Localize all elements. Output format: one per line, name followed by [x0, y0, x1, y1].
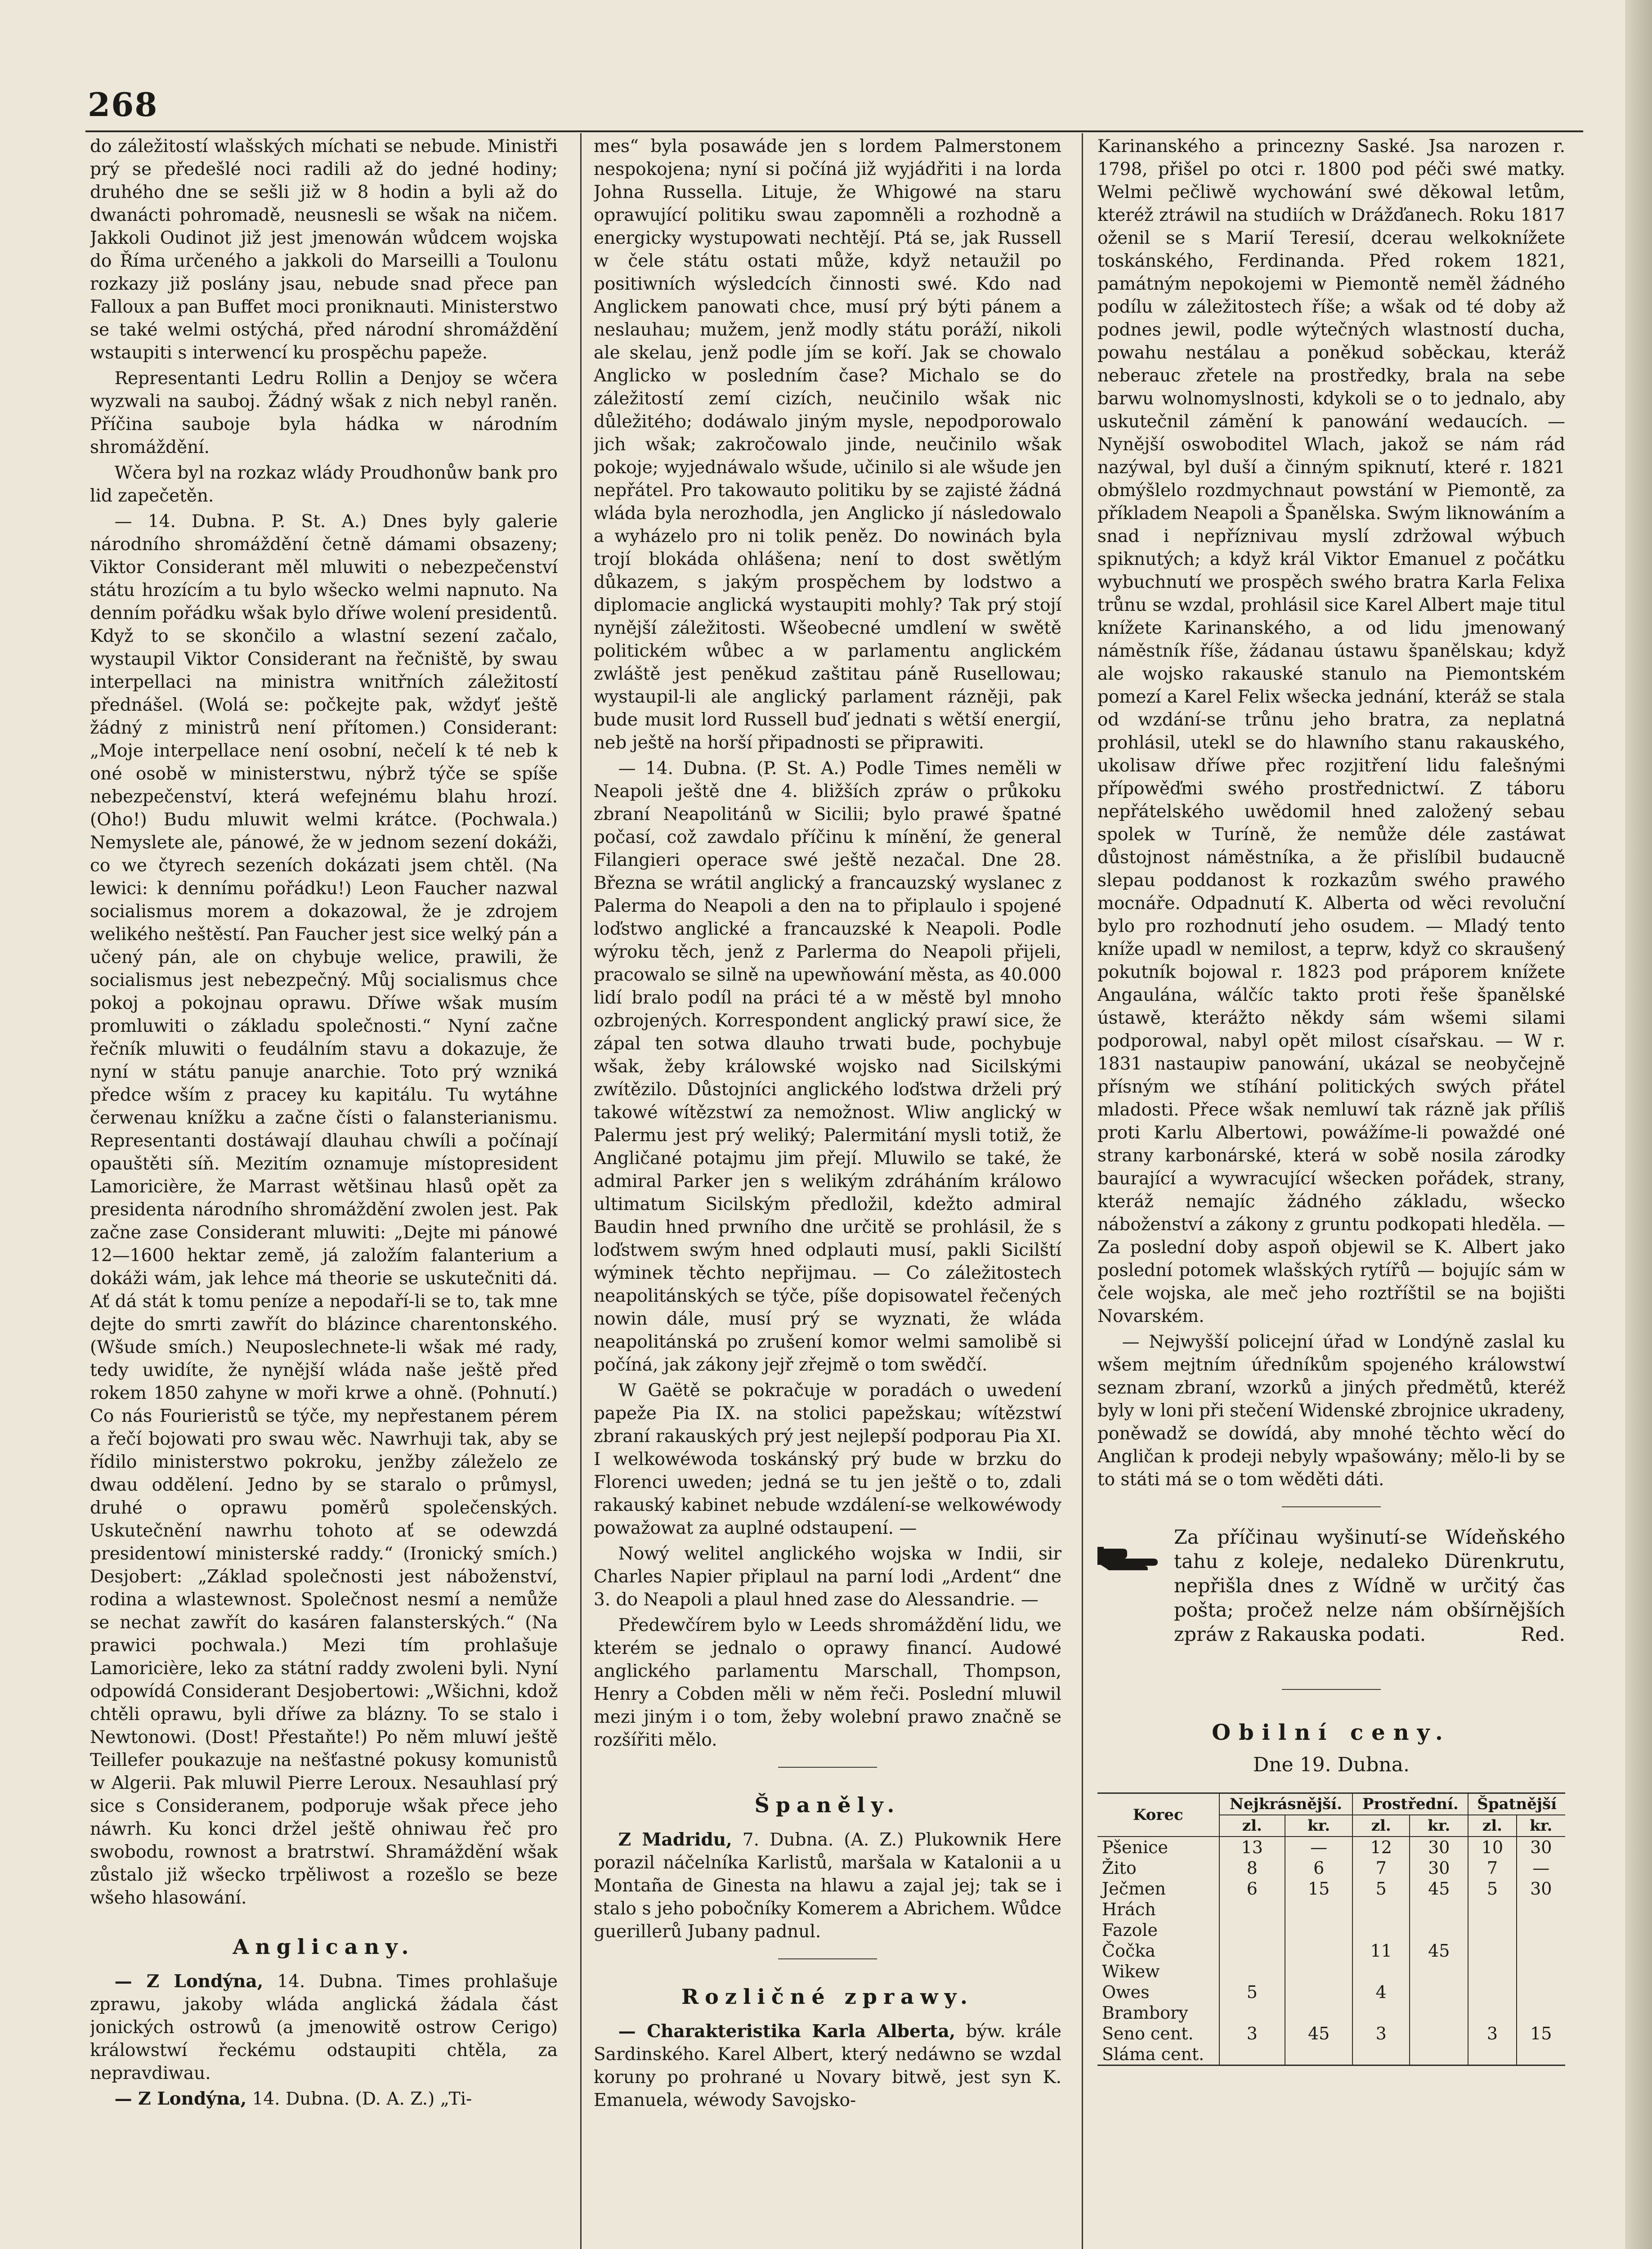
grain-name: Wikew	[1097, 1961, 1219, 1982]
article-paragraph: do záležitostí wlašských míchati se nebude. Ministři prý se předešlé noci radili až do jedné hodiny; druhého dne se sešli již w 8 hodin a byli až do dwanácti pohromadě, neusnesli se wšak na ničem. Jakkoli Oudinot již jest jmenowán wůdcem wojska do Říma určeného a jakkoli do Marseilli a Toulonu rozkazy již poslány jsau, nebude snad přece pan Falloux a pan Buffet moci proniknauti. Ministerstwo se také welmi ostýchá, před národní shromáždění wstaupiti s interwencí ku prospěchu papeže.	[90, 136, 558, 363]
table-header: Prostřední.	[1352, 1793, 1468, 1815]
price-cell	[1285, 1961, 1352, 1982]
table-row	[1097, 1878, 1565, 1899]
table-row	[1097, 1940, 1565, 1961]
table-unit-header: zl.	[1219, 1815, 1285, 1837]
separator-rule	[778, 1767, 877, 1768]
price-cell: 45	[1410, 1940, 1468, 1961]
article-paragraph	[594, 1828, 1061, 1943]
paper-edge	[1625, 0, 1652, 2249]
price-cell: 11	[1352, 1940, 1410, 1961]
grain-name: Pšenice	[1097, 1837, 1219, 1858]
table-unit-header: kr.	[1517, 1815, 1565, 1837]
prices-heading: Obilní ceny.	[1212, 1720, 1451, 1745]
price-cell	[1517, 2003, 1565, 2023]
dateline: — Z Londýna,	[114, 2088, 247, 2109]
dateline: Z Madridu,	[618, 1829, 732, 1850]
price-cell	[1219, 2044, 1285, 2065]
table-row	[1097, 2023, 1565, 2044]
price-cell: 5	[1468, 1878, 1516, 1899]
price-cell: 5	[1352, 1878, 1410, 1899]
article-text: 7. Dubna. (A. Z.) Plukownik Here porazil náčelníka Karlistů, maršala w Katalonii a u Montaña de Ginesta na hlawu a zajal jej; tak se i stalo s jeho pobočníky Komerem a Abrichem. Wůdce guerillerů Jubany padnul.	[594, 1830, 1061, 1942]
table-unit-header: zl.	[1468, 1815, 1516, 1837]
price-cell: 7	[1468, 1858, 1516, 1878]
price-cell: 30	[1410, 1837, 1468, 1858]
price-cell: 3	[1468, 2023, 1516, 2044]
price-cell: 7	[1352, 1858, 1410, 1878]
article-paragraph	[90, 1970, 558, 2085]
table-unit-header: kr.	[1410, 1815, 1468, 1837]
price-cell	[1410, 2044, 1468, 2065]
price-cell	[1285, 1920, 1352, 1940]
table-row	[1097, 1982, 1565, 2003]
grain-name: Čočka	[1097, 1940, 1219, 1961]
price-cell: 45	[1410, 1878, 1468, 1899]
article-paragraph	[90, 2088, 558, 2110]
price-cell	[1468, 1940, 1516, 1961]
price-cell	[1468, 2044, 1516, 2065]
grain-name: Žito	[1097, 1858, 1219, 1878]
price-cell: 30	[1530, 1879, 1552, 1899]
article-text: 14. Dubna. Times prohlašuje zprawu, jakoby wláda anglická žádala část jonických ostrowů (a jmenowitě ostrow Cerigo) králowstwí řeckému odstaupiti chtěla, za nepravdiwau.	[90, 1971, 558, 2083]
price-cell	[1219, 1961, 1285, 1982]
table-unit-header: kr.	[1285, 1815, 1352, 1837]
article-text: býw. krále Sardinského. Karel Albert, který nedáwno se wzdal koruny po prohrané u Novary bitwě, jest syn K. Emanuela, wéwody Savojsko-	[594, 2021, 1061, 2110]
separator-rule	[778, 1958, 877, 1959]
price-cell: 30	[1530, 1837, 1552, 1857]
table-header: Špatnější	[1468, 1793, 1565, 1815]
article-paragraph: — 14. Dubna. P. St. A.) Dnes byly galerie národního shromáždění četně dámami obsazeny; Viktor Considerant měl mluwiti o nebezpečenství státu hrozícím a tu bylo wšecko welmi napnuto. Na denním pořádku wšak bylo dříwe wolení presidentů. Když to se skončilo a wlastní sezení začalo, wystaupil Viktor Considerant na řečniště, by swau interpellaci na ministra wnitřních záležitostí přednášel. (Wolá se: počkejte pak, wždyť ještě žádný z ministrů není přítomen.) Considerant: „Moje interpellace není osobní, nečelí k té neb k oné osobě w ministerstwu, nýbrž týče se spíše nebezpečenství, která wefejnému blahu hrozí. (Oho!) Budu mluwit welmi krátce. (Pochwala.) Nemyslete ale, pánowé, že w jednom sezení dokáži, co we čtyrech sezeních dokázati jsem chtěl. (Na lewici: k dennímu pořádku!) Leon Faucher nazwal socialismus morem a dokazowal, že je zdrojem welikého neštěstí. Pan Faucher jest sice welký pán a učený pán, ale on chybuje welice, prawili, že socialismus jest nebezpečný. Můj socialismus chce pokoj a pokojnau oprawu. Dříwe wšak musím promluwiti o základu společnosti.“ Nyní začne řečník mluwiti o feudálním stavu a dokazuje, že nyní w státu panuje anarchie. Toto prý wzniká předce wším z pracey ku kapitálu. Tu wytáhne čerwenau knížku a začne čísti o falansterianismu. Representanti dostáwají dlauhau chwíli a počínají opauštěti síň. Mezitím oznamuje místopresident Lamoricière, že Marrast wětšinau hlasů opět za presidenta národního shromáždění zwolen jest. Pak začne zase Considerant mluwiti: „Dejte mi pánowé 12—1600 hektar země, já založím falanterium a dokáži wám, jak lehce má theorie se uskutečniti dá. Ať dá stát k tomu peníze a nepodaří-li se to, tak mne dejte do smrti zawřít do blázince charentonského. (Wšude smích.) Neuposlechnete-li wšak mé rady, tedy uwidíte, že nynější wláda naše ještě před rokem 1850 zahyne w moři krwe a ohně. (Pohnutí.) Co nás Fourieristů se týče, my nepřestanem pérem a řečí bojowati pro swau wěc. Nawrhuji tak, aby se řídilo ministerstwo pokroku, jenžby záleželo ze dwau oddělení. Jedno by se staralo o průmysl, druhé o oprawu poměrů společenských. Uskutečnění nawrhu tohoto ať se odewzdá presidentowí ministerské raddy.“ (Ironický smích.) Desjobert: „Základ společnosti jest náboženství, rodina a wlastewnost. Společnost nesmí a nemůže se nechat zawřít do kasáren falansterských.“ (Na prawici pochwala.) Mezi tím prohlašuje Lamoricière, leko za státní raddy zwoleni byli. Nyní odpowídá Considerant Desjobertowi: „Wšichni, kdož chtěli oprawu, byli dříwe za blázny. To se stalo i Newtonowi. (Dost! Přestaňte!) Po něm mluwí ještě Teillefer poukazuje na nešťastné pokusy komunistů w Algerii. Pak mluwil Pierre Leroux. Nesauhlasí prý sice s Consideranem, podporuje wšak přece jeho náwrh. Ku konci držel ještě ohniwau řeč pro swobodu, rownost a bratrstwí. Shramáždění wšak zůstalo již wšecko trpěliwost a rozešlo se beze wšeho hlasowání.	[90, 511, 558, 1908]
column-1	[90, 135, 558, 2249]
price-cell: 8	[1219, 1858, 1285, 1878]
article-paragraph: W Gaëtě se pokračuje w poradách o uwedení papeže Pia IX. na stolici papežskau; wítězstwí zbraní rakauských prý jest nejlepší podporau Pia XI. I welkowéwoda toskánský prý bude w brzku do Florenci uweden; jedná se tu jen ještě o to, zdali rakauský kabinet nebude wzdálení-se welkowéwody powažowat za auplné odstaupení. —	[594, 1380, 1061, 1538]
table-row	[1097, 1920, 1565, 1940]
price-cell	[1468, 1961, 1516, 1982]
section-heading: Španěly.	[754, 1793, 901, 1817]
notice-text: Za příčinau wyšinutí-se Wídeňského tahu z koleje, nedaleko Dürenkrutu, nepřišla dnes z Wídně w určitý čas pošta; pročež nelze nám obšírnějších zpráw z Rakauska podati.	[1174, 1526, 1565, 1646]
grain-name: Hrách	[1097, 1899, 1219, 1920]
price-cell: 6	[1285, 1858, 1352, 1878]
grain-name: Sláma cent.	[1097, 2044, 1219, 2065]
pointing-hand-icon	[1097, 1539, 1165, 1570]
article-paragraph: Nowý welitel anglického wojska w Indii, sir Charles Napier připlaul na parní lodi „Ardent“ dne 3. do Neapoli a plaul hned zase do Alessandrie. —	[594, 1544, 1061, 1610]
page-number: 268	[88, 85, 158, 124]
price-cell: 45	[1285, 2023, 1352, 2044]
column-divider	[1082, 133, 1083, 2249]
column-3	[1097, 135, 1565, 2249]
separator-rule	[1282, 1689, 1381, 1690]
price-cell	[1468, 1920, 1516, 1940]
grain-prices-table	[1097, 1792, 1565, 2066]
article-paragraph	[594, 2020, 1061, 2112]
price-cell	[1219, 1920, 1285, 1940]
article-paragraph: — Nejwyšší policejní úřad w Londýně zaslal ku wšem mejtním úředníkům spojeného králowstwí seznam zbraní, wzorků a jiných předmětů, kteréž byly w loni při stečení Widenské zbrojnice ukradeny, poněwadž se dowídá, aby mnohé těchto wěcí do Angličan k prodeji nebyly wpašowány; mělo-li by se to státi má se o tom wěděti dáti.	[1097, 1332, 1565, 1490]
price-cell	[1468, 1899, 1516, 1920]
price-cell: 10	[1468, 1837, 1516, 1858]
price-cell: 5	[1219, 1982, 1285, 2003]
price-cell	[1468, 1982, 1516, 2003]
prices-date: Dne 19. Dubna.	[1253, 1753, 1410, 1776]
table-row	[1097, 1961, 1565, 1982]
price-cell	[1410, 1982, 1468, 2003]
price-cell	[1517, 1940, 1565, 1961]
article-paragraph: Representanti Ledru Rollin a Denjoy se wčera wyzwali na sauboj. Žádný wšak z nich nebyl raněn. Příčina sauboje byla hádka w národním shromáždění.	[90, 368, 558, 457]
table-header: Nejkrásnější.	[1219, 1793, 1353, 1815]
price-cell	[1285, 1982, 1352, 2003]
notice-signature: Red.	[1520, 1623, 1565, 1646]
price-cell: 4	[1352, 1982, 1410, 2003]
table-row	[1097, 2003, 1565, 2023]
price-cell: 15	[1285, 1878, 1352, 1899]
dateline: — Charakteristika Karla Alberta,	[618, 2021, 956, 2042]
price-cell: 3	[1352, 2023, 1410, 2044]
price-cell	[1219, 2003, 1285, 2023]
price-cell	[1352, 2044, 1410, 2065]
price-cell	[1285, 1899, 1352, 1920]
article-text: 14. Dubna. (D. A. Z.) „Ti-	[246, 2089, 472, 2109]
price-cell	[1517, 1920, 1565, 1940]
price-cell	[1219, 1899, 1285, 1920]
article-paragraph: Předewčírem bylo w Leeds shromáždění lidu, we kterém se jednalo o oprawy financí. Audowé anglického parlamentu Marschall, Thompson, Henry a Cobden měli w něm řeči. Poslední mluwil mezi jiným i o tom, žeby wolební prawo značně se rozšířiti mělo.	[594, 1615, 1061, 1750]
editor-notice	[1097, 1525, 1565, 1674]
table-row	[1097, 1899, 1565, 1920]
price-cell: 13	[1219, 1837, 1285, 1858]
table-unit-header: zl.	[1352, 1815, 1410, 1837]
table-row	[1097, 2044, 1565, 2065]
price-cell	[1410, 2003, 1468, 2023]
price-cell: 12	[1352, 1837, 1410, 1858]
price-cell: —	[1532, 1858, 1550, 1878]
column-2	[594, 135, 1061, 2249]
price-cell	[1219, 1940, 1285, 1961]
price-cell: 3	[1219, 2023, 1285, 2044]
price-cell	[1410, 2023, 1468, 2044]
price-cell	[1352, 2003, 1410, 2023]
price-cell	[1285, 2044, 1352, 2065]
price-cell: 30	[1410, 1858, 1468, 1878]
price-cell	[1410, 1961, 1468, 1982]
grain-name: Seno cent.	[1097, 2023, 1219, 2044]
table-row	[1097, 1837, 1565, 1858]
section-heading: Rozličné zprawy.	[681, 1985, 974, 2009]
section-heading: Anglicany.	[233, 1935, 415, 1959]
price-cell	[1410, 1899, 1468, 1920]
price-cell	[1410, 1920, 1468, 1940]
dateline: — Z Londýna,	[114, 1971, 264, 1992]
price-cell: —	[1285, 1837, 1352, 1858]
grain-name: Ječmen	[1097, 1878, 1219, 1899]
price-cell	[1352, 1899, 1410, 1920]
price-cell: 6	[1219, 1878, 1285, 1899]
column-divider	[580, 133, 582, 2249]
article-paragraph: Karinanského a princezny Saské. Jsa narozen r. 1798, přišel po otci r. 1800 pod péči swé matky. Welmi pečliwě wychowání swé děkowal letům, kteréž ztráwil na studiích w Drážďanech. Roku 1817 oženil se s Marií Teresií, dcerau welkoknížete toskánského, Ferdinanda. Před rokem 1821, památným nepokojemi w Piemontě neměl žádného podílu w záležitostech říše; a wšak od té doby až podnes jewil, podle wýtečných wlastností ducha, powahu nestálau a poněkud soběckau, kteráž neberauc zřetele na prostředky, brala na sebe barwu wolnomyslnosti, kdykoli se o to jednalo, aby uskutečnil zámění k panowání wedaucích. — Nynější oswoboditel Wlach, jakož se nám rád nazýwal, byl duší a činným spiknutí, které r. 1821 obmýšlelo rozdmychnaut powstání w Piemontě, za příkladem Neapoli a Španělska. Swým liknowáním a snad i nepříznivau myslí zdržowal wýbuch spiknutých; a když král Viktor Emanuel z počátku wybuchnutí we prospěch swého bratra Karla Felixa trůnu se wzdal, prohlásil sice Karel Albert maje titul knížete Karinanského, a od lidu jmenowaný náměstník říše, žádanau ústawu španělskau; když ale wojsko rakauské stanulo na Piemontském pomezí a Karel Felix wšecka jednání, kteráž se stala od wzdání-se trůnu jeho bratra, za neplatná prohlásil, utekl se do hlawního stanu rakauského, ukolisaw dříwe přec rozjitření lidu falešnými přípowěďmi swého prostřednictwí. Z táboru nepřátelského uwědomil hned založený sebau spolek w Turíně, že nemůže déle zastáwat důstojnost náměstníka, a že přislíbil budaucně slepau poddanost k rozkazům swého prawého mocnáře. Odpadnutí K. Alberta od wěci revoluční bylo pro rozhodnutí jeho osudem. — Mladý tento kníže upadl w nemilost, a teprw, když co skraušený pokutník bojowal r. 1823 pod práporem knížete Angaulána, wálčíc takto proti řeše španělské ústawě, kterážto někdy sám wšemi silami podporowal, nabyl opět milost císařskau. — W r. 1831 nastaupiw panowání, ukázal se neobyčejně přísným we stíhání politických swých přátel mladosti. Přece wšak nemluwí tak rázně jak příliš proti Karlu Albertowi, powážíme-li powaždé oné strany karbonárské, která w sobě nosila zárodky baurající a wywracující wšecken pořádek, strany, kteráž nemajíc žádného základu, wšecko náboženství a zákony z gruntu podkopati hleděla. — Za poslední doby aspoň objewil se K. Albert jako poslední potomek wlašských rytířů — bojujíc sám w čele wojska, ale meč jeho roztříštil se na bojišti Novarském.	[1097, 136, 1565, 1326]
price-cell	[1468, 2003, 1516, 2023]
article-paragraph: mes“ byla posawáde jen s lordem Palmerstonem nespokojena; nyní si počíná již wyjádřiti i na lorda Johna Russella. Lituje, že Whigowé na staru oprawující politiku swau zapomněli a rozhodně a energicky wystupowati nechtějí. Ptá se, jak Russell w čele státu ostati může, když netaužil po positiwních wýsledcích činnosti swé. Kdo nad Anglickem panowati chce, musí prý býti pánem a neslauhau; mužem, jenž modly státu poráží, nikoli ale skelau, jenž podle jím se koří. Jak se chowalo Anglicko w posledním čase? Michalo se do záležitostí zemí cizích, neučinilo wšak nic důležitého; dodáwalo jiným mysle, nepodporowalo jich wšak; zakročowalo jinde, neučinilo wšak pokoje; wyjednáwalo wšude, učinilo si ale wšude jen nepřátel. Pro takowauto politiku by se zajisté žádná wláda byla nerozhodla, jen Anglicko jí následowalo a wyházelo pro ni tolik peněz. Do nowinách byla trojí blokáda ohlášena; není to dost swětlým důkazem, s jakým prospěchem by lodstwo a diplomacie anglická wystaupiti mohly? Tak prý stojí nynější záležitosti. Wšeobecné umdlení w swětě politickém wůbec a w parlamentu anglickém zwláště jest peněkud zaštitau páně Rusellowau; wystaupil-li ale anglický parlament rázněji, pak bude musit lord Russell buď jednati s wětší energií, neb ještě na horší připadnosti se připrawiti.	[594, 136, 1061, 753]
article-paragraph: — 14. Dubna. (P. St. A.) Podle Times neměli w Neapoli ještě dne 4. bližších zpráw o průkoku zbraní Neapolitánů w Sicilii; bylo prawé špatné počasí, což zawdalo příčinu k mínění, že general Filangieri operace swé ještě nezačal. Dne 28. Března se wrátil anglický a francauzský wyslanec z Palerma do Neapoli a den na to připlaulo i spojené loďstwo anglické a francauzské k Neapoli. Podle wýroku těch, jenž z Parlerma do Neapoli přijeli, pracowalo se silně na upewňowání města, as 40.000 lidí bralo podíl na práci té a w městě byl mnoho ozbrojených. Korrespondent anglický prawí sice, že zápal ten sotwa dlauho trwati bude, pochybuje wšak, žeby králowské wojsko nad Sicilskými zwítězilo. Důstojníci anglického loďstwa drželi prý takowé wítězstwí za nemožnost. Wliw anglický w Palermu jest prý weliký; Palermitání mysli totiž, že Angličané potajmu jim přejí. Mluwilo se také, že admiral Parker jen s welikým zdráháním králowo ultimatum Sicilským předložil, kdežto admiral Baudin hned prwního dne určitě se prohlásil, že s loďstwem swým hned odplauti musí, pakli Sicilští wýminek těchto nepřijmau. — Co záležitostech neapolitánských se týče, píše dopisowatel řečených nowin dále, musí prý se wyznati, že wláda neapolitánská po zrušení komor welmi samolibě si počíná, jak zákony jejř zřejmě o tom swědčí.	[594, 758, 1061, 1375]
grain-name: Fazole	[1097, 1920, 1219, 1940]
price-cell	[1517, 1961, 1565, 1982]
price-cell	[1517, 1899, 1565, 1920]
price-cell	[1352, 1920, 1410, 1940]
grain-name: Owes	[1097, 1982, 1219, 2003]
price-cell	[1517, 2044, 1565, 2065]
separator-rule	[1282, 1506, 1381, 1507]
article-paragraph: Wčera byl na rozkaz wlády Proudhonůw bank pro lid zapečetěn.	[90, 463, 558, 506]
table-row	[1097, 1858, 1565, 1878]
price-cell	[1517, 1982, 1565, 2003]
table-header: Korec	[1097, 1793, 1219, 1837]
price-cell	[1285, 2003, 1352, 2023]
price-cell: 15	[1530, 2024, 1552, 2043]
header-rule	[85, 130, 1583, 132]
grain-name: Brambory	[1097, 2003, 1219, 2023]
price-cell	[1352, 1961, 1410, 1982]
price-cell	[1285, 1940, 1352, 1961]
